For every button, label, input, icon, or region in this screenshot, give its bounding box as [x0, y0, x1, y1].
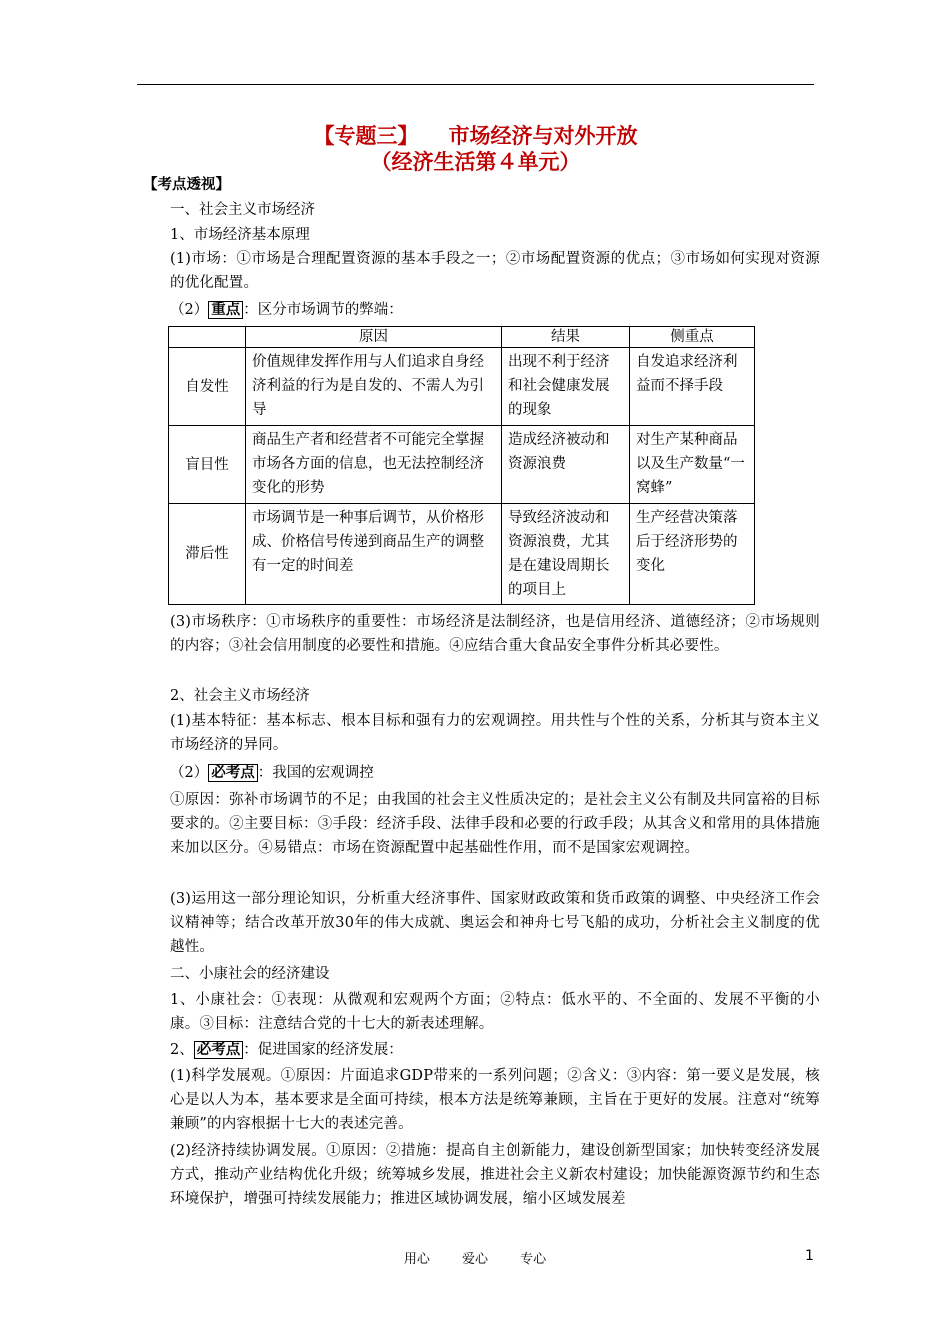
- title-topic-tag: 【专题三】: [313, 124, 419, 148]
- table-row: [169, 426, 755, 504]
- table-header-cell: 结果: [502, 327, 630, 348]
- title-topic-name: 市场经济与对外开放: [448, 124, 638, 148]
- key-point-badge: 重点: [208, 301, 243, 319]
- footer-word: 爱心: [461, 1252, 488, 1267]
- table-row-label: 滞后性: [169, 504, 246, 605]
- footer-word: 专心: [520, 1252, 547, 1267]
- market-drawbacks-table: [168, 326, 755, 605]
- table-cell: 导致经济波动和资源浪费，尤其是在建设周期长的项目上: [502, 504, 630, 605]
- paragraph-key-point: （2） 重点 ：区分市场调节的弊端：: [170, 302, 403, 318]
- table-row: [169, 504, 755, 605]
- table-cell: 商品生产者和经营者不可能完全掌握市场各方面的信息，也无法控制经济变化的形势: [246, 426, 502, 504]
- header-rule: [137, 84, 814, 85]
- table-cell: 对生产某种商品以及生产数量“一窝蜂”: [630, 426, 755, 504]
- table-cell: 市场调节是一种事后调节，从价格形成、价格信号传递到商品生产的调整有一定的时间差: [246, 504, 502, 605]
- table-row-label: 盲目性: [169, 426, 246, 504]
- paragraph-scientific-outlook: (1)科学发展观。①原因：片面追求GDP带来的一系列问题；②含义：③内容：第一要义是发展，核心是以人为本，基本要求是全面可持续，根本方法是统筹兼顾，主旨在于更好的发展。注意对“统筹兼顾”的内容根据十七大的表述完善。: [170, 1068, 820, 1132]
- table-header-cell: 原因: [246, 327, 502, 348]
- table-cell: 自发追求经济利益而不择手段: [630, 348, 755, 426]
- must-test-badge: 必考点: [194, 1041, 244, 1059]
- paragraph-apply-theory: (3)运用这一部分理论知识，分析重大经济事件、国家财政政策和货币政策的调整、中央经济工作会议精神等；结合改革开放30年的伟大成就、奥运会和神舟七号飞船的成功，分析社会主义制度的优越性。: [170, 891, 820, 955]
- heading-1-1: 1、市场经济基本原理: [170, 227, 310, 243]
- table-row: [169, 348, 755, 426]
- section-label: 【考点透视】: [143, 177, 230, 193]
- paragraph-xiaokang: 1、小康社会：①表现：从微观和宏观两个方面；②特点：低水平的、不全面的、发展不平衡的小康。③目标：注意结合党的十七大的新表述理解。: [170, 992, 820, 1032]
- table-cell: 造成经济被动和资源浪费: [502, 426, 630, 504]
- paragraph-basic-features: (1)基本特征：基本标志、根本目标和强有力的宏观调控。用共性与个性的关系，分析其与资本主义市场经济的异同。: [170, 713, 820, 753]
- paragraph-promote-development: 2、 必考点 ：促进国家的经济发展：: [170, 1042, 403, 1058]
- page-number: 1: [805, 1248, 814, 1264]
- heading-2: 二、小康社会的经济建设: [170, 966, 330, 982]
- footer-word: 用心: [403, 1252, 430, 1267]
- page-subtitle: （经济生活第４单元）: [370, 150, 581, 174]
- table-header-row: [169, 327, 755, 348]
- must-test-badge: 必考点: [208, 764, 258, 782]
- table-row-label: 自发性: [169, 348, 246, 426]
- heading-1-2: 2、社会主义市场经济: [170, 688, 310, 704]
- paragraph-sustainable-development: (2)经济持续协调发展。①原因：②措施：提高自主创新能力，建设创新型国家；加快转变经济发展方式，推动产业结构优化升级；统筹城乡发展，推进社会主义新农村建设；加快能源资源节约和生态环境保护，增强可持续发展能力；推进区域协调发展，缩小区域发展差: [170, 1143, 820, 1207]
- table-cell: 出现不利于经济和社会健康发展的现象: [502, 348, 630, 426]
- paragraph-market-order: (3)市场秩序：①市场秩序的重要性：市场经济是法制经济，也是信用经济、道德经济；②市场规则的内容；③社会信用制度的必要性和措施。④应结合重大食品安全事件分析其必要性。: [170, 614, 820, 654]
- table-header-cell: 侧重点: [630, 327, 755, 348]
- heading-1: 一、社会主义市场经济: [170, 202, 315, 218]
- paragraph-macro-details: ①原因：弥补市场调节的不足；由我国的社会主义性质决定的；是社会主义公有制及共同富裕的目标要求的。②主要目标：③手段：经济手段、法律手段和必要的行政手段；从其含义和常用的具体措施来加以区分。④易错点：市场在资源配置中起基础性作用，而不是国家宏观调控。: [170, 792, 820, 856]
- table-header-cell: [169, 327, 246, 348]
- table-cell: 价值规律发挥作用与人们追求自身经济利益的行为是自发的、不需人为引导: [246, 348, 502, 426]
- paragraph-macro-control: （2） 必考点 ：我国的宏观调控: [170, 765, 374, 781]
- table-cell: 生产经营决策落后于经济形势的变化: [630, 504, 755, 605]
- page-title: [137, 123, 814, 149]
- paragraph-market: (1)市场：①市场是合理配置资源的基本手段之一；②市场配置资源的优点；③市场如何实现对资源的优化配置。: [170, 251, 820, 291]
